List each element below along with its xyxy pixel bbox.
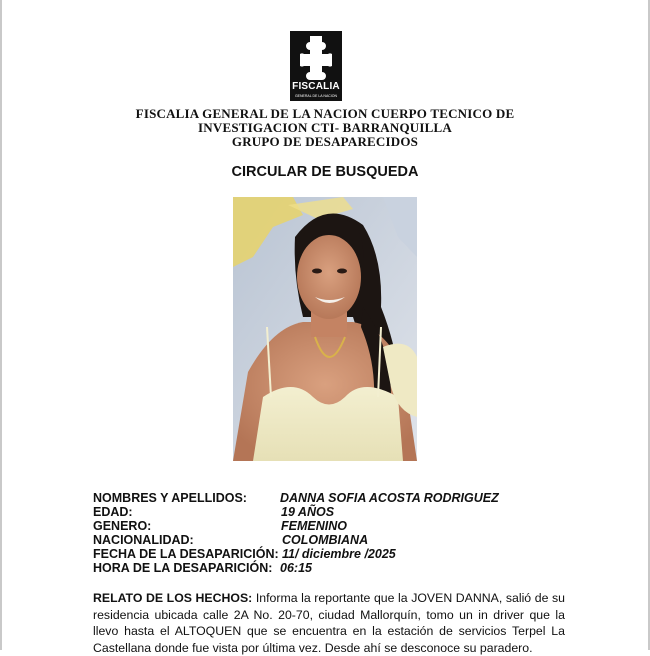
fecha-label: FECHA DE LA DESAPARICIÓN: bbox=[93, 547, 279, 561]
relato-text: Informa la reportante que la JOVEN DANNA, salió de su residencia ubicada calle 2A No. 20-70, ciudad Mallorquín, tomo un in driver que la llevo hasta el ALTOQUEN que se encuentra en la estación de servicios Terpel La Castellana donde fue vista por última vez. Desde ahí se desconoce su paradero. bbox=[93, 591, 565, 655]
nombres-label: NOMBRES Y APELLIDOS: bbox=[93, 491, 247, 505]
nacionalidad-value: COLOMBIANA bbox=[282, 533, 369, 547]
portrait-illustration bbox=[233, 197, 417, 461]
relato-de-los-hechos bbox=[93, 590, 565, 656]
edad-value: 19 AÑOS bbox=[281, 505, 335, 519]
hora-value: 06:15 bbox=[280, 561, 312, 575]
header-line-3: GRUPO DE DESAPARECIDOS bbox=[231, 134, 419, 149]
relato-label: RELATO DE LOS HECHOS: bbox=[93, 591, 253, 605]
genero-value: FEMENINO bbox=[281, 519, 347, 533]
page-edge-left bbox=[0, 0, 2, 650]
fecha-value: 11/ diciembre /2025 bbox=[282, 547, 396, 561]
puzzle-piece-icon bbox=[298, 34, 334, 80]
logo-wordmark: FISCALIA bbox=[292, 81, 340, 92]
nombres-value: DANNA SOFIA ACOSTA RODRIGUEZ bbox=[280, 491, 499, 505]
nacionalidad-label: NACIONALIDAD: bbox=[93, 533, 194, 547]
logo-subtitle: GENERAL DE LA NACION bbox=[294, 94, 338, 98]
missing-person-photo bbox=[233, 197, 417, 461]
page-title: CIRCULAR DE BUSQUEDA bbox=[231, 164, 419, 180]
header-line-1: FISCALIA GENERAL DE LA NACION CUERPO TECNICO DE bbox=[135, 106, 515, 121]
fiscalia-logo bbox=[290, 31, 342, 101]
edad-label: EDAD: bbox=[93, 505, 133, 519]
hora-label: HORA DE LA DESAPARICIÓN: bbox=[93, 561, 273, 575]
genero-label: GENERO: bbox=[93, 519, 152, 533]
header-line-2: INVESTIGACION CTI- BARRANQUILLA bbox=[198, 120, 452, 135]
